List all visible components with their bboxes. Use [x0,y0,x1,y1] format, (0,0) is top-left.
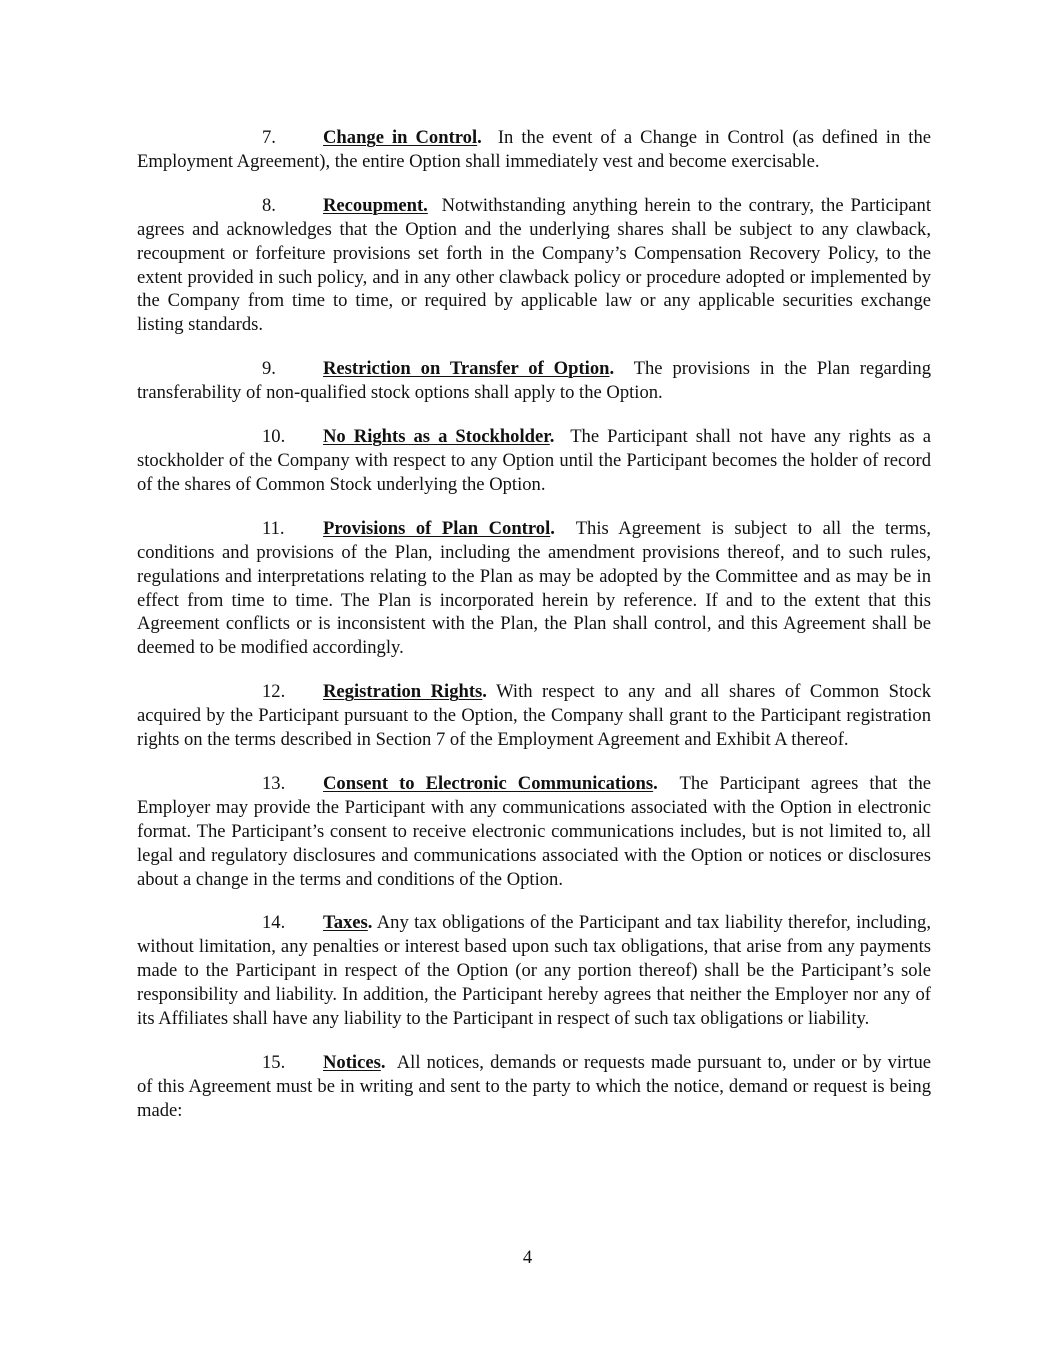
section-number: 14. [262,912,286,934]
section-9 [137,357,931,405]
section-heading: Registration Rights [323,681,483,703]
section-14 [137,911,931,1031]
section-8 [137,194,931,337]
section-heading-suffix: . [477,127,482,148]
section-heading-suffix: . [653,772,658,794]
section-body: With respect to any and all shares of Common Stock acquired by the Participant pursuant to the Option, the Company shall grant to the Participant registration rights on the terms described in Section 7 of the Employment Agreement and Exhibit A thereof. [137,681,931,751]
section-number: 7. [262,127,276,148]
section-15 [137,1051,931,1123]
section-body: All notices, demands or requests made pursuant to, under or by virtue of this Agreement must be in writing and sent to the party to which the notice, demand or request is being made: [137,1052,931,1121]
section-body: This Agreement is subject to all the terms, conditions and provisions of the Plan, including the amendment provisions thereof, and to such rules, regulations and interpretations relating to the Plan as may be adopted by the Committee and as may be in effect from time to time. The Plan is incorporated herein by reference. If and to the extent that this Agreement conflicts or is inconsistent with the Plan, the Plan shall control, and this Agreement shall be deemed to be modified accordingly. [137,517,931,659]
section-heading-suffix: . [482,681,487,703]
section-number: 8. [262,194,276,216]
section-body: The Participant shall not have any rights as a stockholder of the Company with respect to any Option until the Participant becomes the holder of record of the shares of Common Stock underlying the Option. [137,426,931,495]
section-7 [137,126,931,174]
section-body: In the event of a Change in Control (as defined in the Employment Agreement), the entire Option shall immediately vest and become exercisable. [137,127,931,172]
section-body: Any tax obligations of the Participant and tax liability therefor, including, without limitation, any penalties or interest based upon such tax obligations, that arise from any payments made to the Participant in respect of the Option (or any portion thereof) shall be the Participant’s sole responsibility and liability. In addition, the Participant hereby agrees that neither the Employer nor any of its Affiliates shall have any liability to the Participant in respect of such tax obligations or liability. [137,912,931,1030]
section-number: 15. [262,1052,286,1073]
section-11 [137,517,931,660]
page-number: 4 [522,1247,533,1268]
section-heading: Consent to Electronic Communications [323,772,654,794]
section-heading: Recoupment. [323,194,428,216]
section-number: 13. [262,772,286,794]
section-12 [137,680,931,752]
section-heading-suffix: . [367,912,373,934]
section-body: The Participant agrees that the Employer may provide the Participant with any communications associated with the Option in electronic format. The Participant’s consent to receive electronic communications includes, but is not limited to, all legal and regulatory disclosures and communications associated with the Option or notices or disclosures about a change in the terms and conditions of the Option. [137,772,931,890]
section-body: Notwithstanding anything herein to the contrary, the Participant agrees and acknowledges that the Option and the underlying shares shall be subject to any clawback, recoupment or forfeiture provisions set forth in the Company’s Compensation Recovery Policy, to the extent provided in such policy, and in any other clawback policy or procedure adopted or implemented by the Company from time to time, or required by applicable law or any applicable securities exchange listing standards. [137,194,931,336]
section-heading-suffix: . [549,426,555,448]
section-heading: Change in Control [323,127,478,148]
section-number: 12. [262,681,286,703]
section-13 [137,772,931,892]
section-number: 11. [262,517,285,539]
section-heading-suffix: . [380,1052,386,1073]
document-page [137,126,931,1143]
section-heading: No Rights as a Stockholder [323,426,550,448]
section-heading-suffix: . [550,517,555,539]
section-number: 10. [262,426,286,448]
section-heading: Notices [323,1052,381,1073]
section-body: The provisions in the Plan regarding transferability of non-qualified stock options shall apply to the Option. [137,358,932,404]
section-10 [137,425,931,497]
section-heading: Taxes [323,912,368,934]
section-heading-suffix: . [609,358,615,380]
section-heading: Provisions of Plan Control [323,517,551,539]
section-number: 9. [262,358,276,380]
section-heading: Restriction on Transfer of Option [323,358,610,380]
